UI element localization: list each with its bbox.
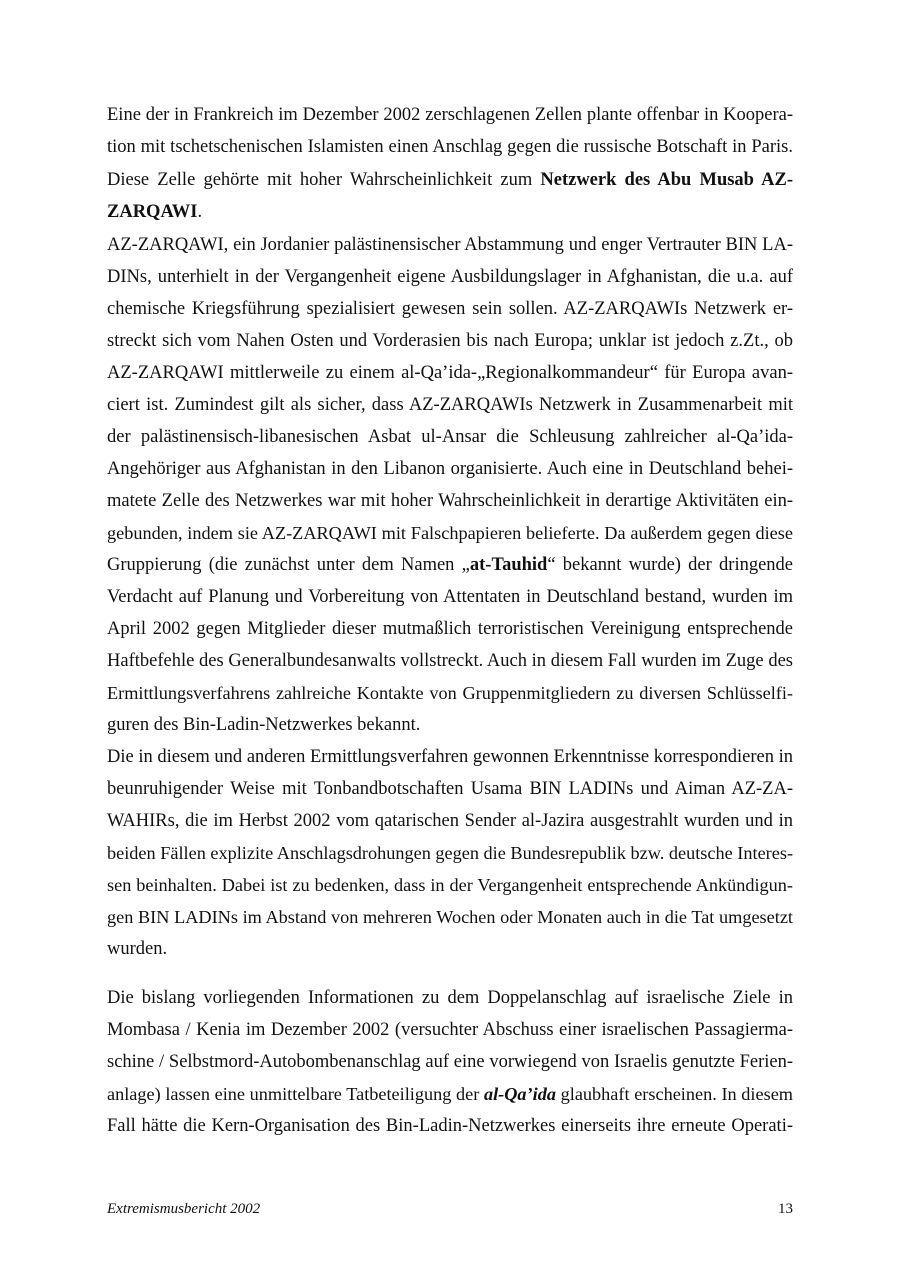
paragraph-2-line-6: ciert ist. Zumindest gilt als sicher, dass AZ-ZARQAWIs Netzwerk in Zusammenarbeit mit (107, 395, 793, 415)
paragraph-2-line-10: gebunden, indem sie AZ-ZARQAWI mit Falschpapieren belieferte. Da außerdem gegen diese (107, 523, 793, 543)
paragraph-3-line-7: wurden. (107, 939, 168, 959)
page-number: 13 (778, 1201, 793, 1217)
paragraph-2-line-1: AZ-ZARQAWI, ein Jordanier palästinensischer Abstammung und enger Vertrauter BIN LA- (107, 235, 793, 255)
bold-term-at-tauhid: at-Tauhid (469, 555, 548, 575)
paragraph-2-line-2: DINs, unterhielt in der Vergangenheit eigene Ausbildungslager in Afghanistan, die u.a. auf (107, 267, 793, 287)
paragraph-2-line-11-text-c: “ bekannt wurde) der dringende (547, 555, 794, 575)
paragraph-2-line-5: AZ-ZARQAWI mittlerweile zu einem al-Qa’ida-„Regionalkommandeur“ für Europa avan- (107, 363, 793, 383)
paragraph-4-line-2: Mombasa / Kenia im Dezember 2002 (versuchter Abschuss einer israelischen Passagierma- (107, 1020, 793, 1040)
paragraph-1-line-1: Eine der in Frankreich im Dezember 2002 zerschlagenen Zellen plante offenbar in Koopera- (107, 105, 793, 125)
paragraph-2-line-7: der palästinensisch-libanesischen Asbat ul-Ansar die Schleusung zahlreicher al-Qa’ida- (107, 427, 793, 447)
paragraph-4-line-4-text-c: glaubhaft erscheinen. In diesem (555, 1084, 793, 1104)
paragraph-1-line-3 (107, 171, 793, 190)
paragraph-2-line-3: chemische Kriegsführung spezialisiert gewesen sein sollen. AZ-ZARQAWIs Netzwerk er- (107, 299, 793, 319)
paragraph-2-line-9: matete Zelle des Netzwerkes war mit hoher Wahrscheinlichkeit in derartige Aktivitäten ein- (107, 491, 793, 511)
paragraph-3-line-4: beiden Fällen explizite Anschlagsdrohungen gegen die Bundesrepublik bzw. deutsche Interes- (107, 843, 794, 863)
paragraph-4-line-4-text-a: anlage) lassen eine unmittelbare Tatbeteiligung der (107, 1084, 484, 1104)
paragraph-2-line-16: guren des Bin-Ladin-Netzwerkes bekannt. (107, 715, 421, 735)
paragraph-1-line-4-period: . (197, 202, 203, 222)
paragraph-3-line-3: WAHIRs, die im Herbst 2002 vom qatarischen Sender al-Jazira ausgestrahlt wurden und in (107, 811, 793, 831)
paragraph-4-line-3: schine / Selbstmord-Autobombenanschlag auf eine vorwiegend von Israelis genutzte Ferien- (107, 1052, 793, 1072)
paragraph-2-line-11-text-a: Gruppierung (die zunächst unter dem Namen „ (107, 555, 470, 575)
paragraph-1-line-2: tion mit tschetschenischen Islamisten einen Anschlag gegen die russische Botschaft in Paris. (107, 137, 793, 157)
paragraph-2-line-15: Ermittlungsverfahrens zahlreiche Kontakte von Gruppenmitgliedern zu diversen Schlüsselfi- (107, 683, 793, 703)
paragraph-3-line-5: sen beinhalten. Dabei ist zu bedenken, dass in der Vergangenheit entsprechende Ankündigun- (107, 875, 793, 895)
bold-term-netzwerk: Netzwerk des Abu Musab AZ- (540, 170, 793, 190)
paragraph-1-line-4 (107, 203, 793, 222)
paragraph-3-line-6: gen BIN LADINs im Abstand von mehreren Wochen oder Monaten auch in die Tat umgesetzt (107, 907, 793, 927)
paragraph-4-line-1: Die bislang vorliegenden Informationen zu dem Doppelanschlag auf israelische Ziele in (107, 988, 793, 1008)
paragraph-2-line-14: Haftbefehle des Generalbundesanwalts vollstreckt. Auch in diesem Fall wurden im Zuge des (107, 651, 793, 671)
paragraph-2-line-13: April 2002 gegen Mitglieder dieser mutmaßlich terroristischen Vereinigung entsprechende (107, 619, 793, 639)
paragraph-4-line-5: Fall hätte die Kern-Organisation des Bin-Ladin-Netzwerkes einerseits ihre erneute Operati- (107, 1116, 793, 1136)
paragraph-2-line-11 (107, 556, 793, 575)
paragraph-3-line-1: Die in diesem und anderen Ermittlungsverfahren gewonnen Erkenntnisse korrespondieren in (107, 747, 793, 767)
paragraph-2-line-12: Verdacht auf Planung und Vorbereitung von Attentaten in Deutschland bestand, wurden im (107, 587, 793, 607)
paragraph-1-line-3-text: Diese Zelle gehörte mit hoher Wahrscheinlichkeit zum (107, 170, 541, 190)
footer-title: Extremismusbericht 2002 (107, 1201, 261, 1217)
bold-term-zarqawi: ZARQAWI (107, 202, 198, 222)
paragraph-4-line-4 (107, 1085, 793, 1103)
paragraph-2-line-8: Angehöriger aus Afghanistan in den Libanon organisierte. Auch eine in Deutschland behei- (107, 459, 793, 479)
paragraph-3-line-2: beunruhigender Weise mit Tonbandbotschaften Usama BIN LADINs und Aiman AZ-ZA- (107, 779, 793, 799)
paragraph-2-line-4: streckt sich vom Nahen Osten und Vorderasien bis nach Europa; unklar ist jedoch z.Zt., ob (107, 331, 793, 351)
bold-italic-term-al-qaida: al-Qa’ida (483, 1084, 556, 1104)
